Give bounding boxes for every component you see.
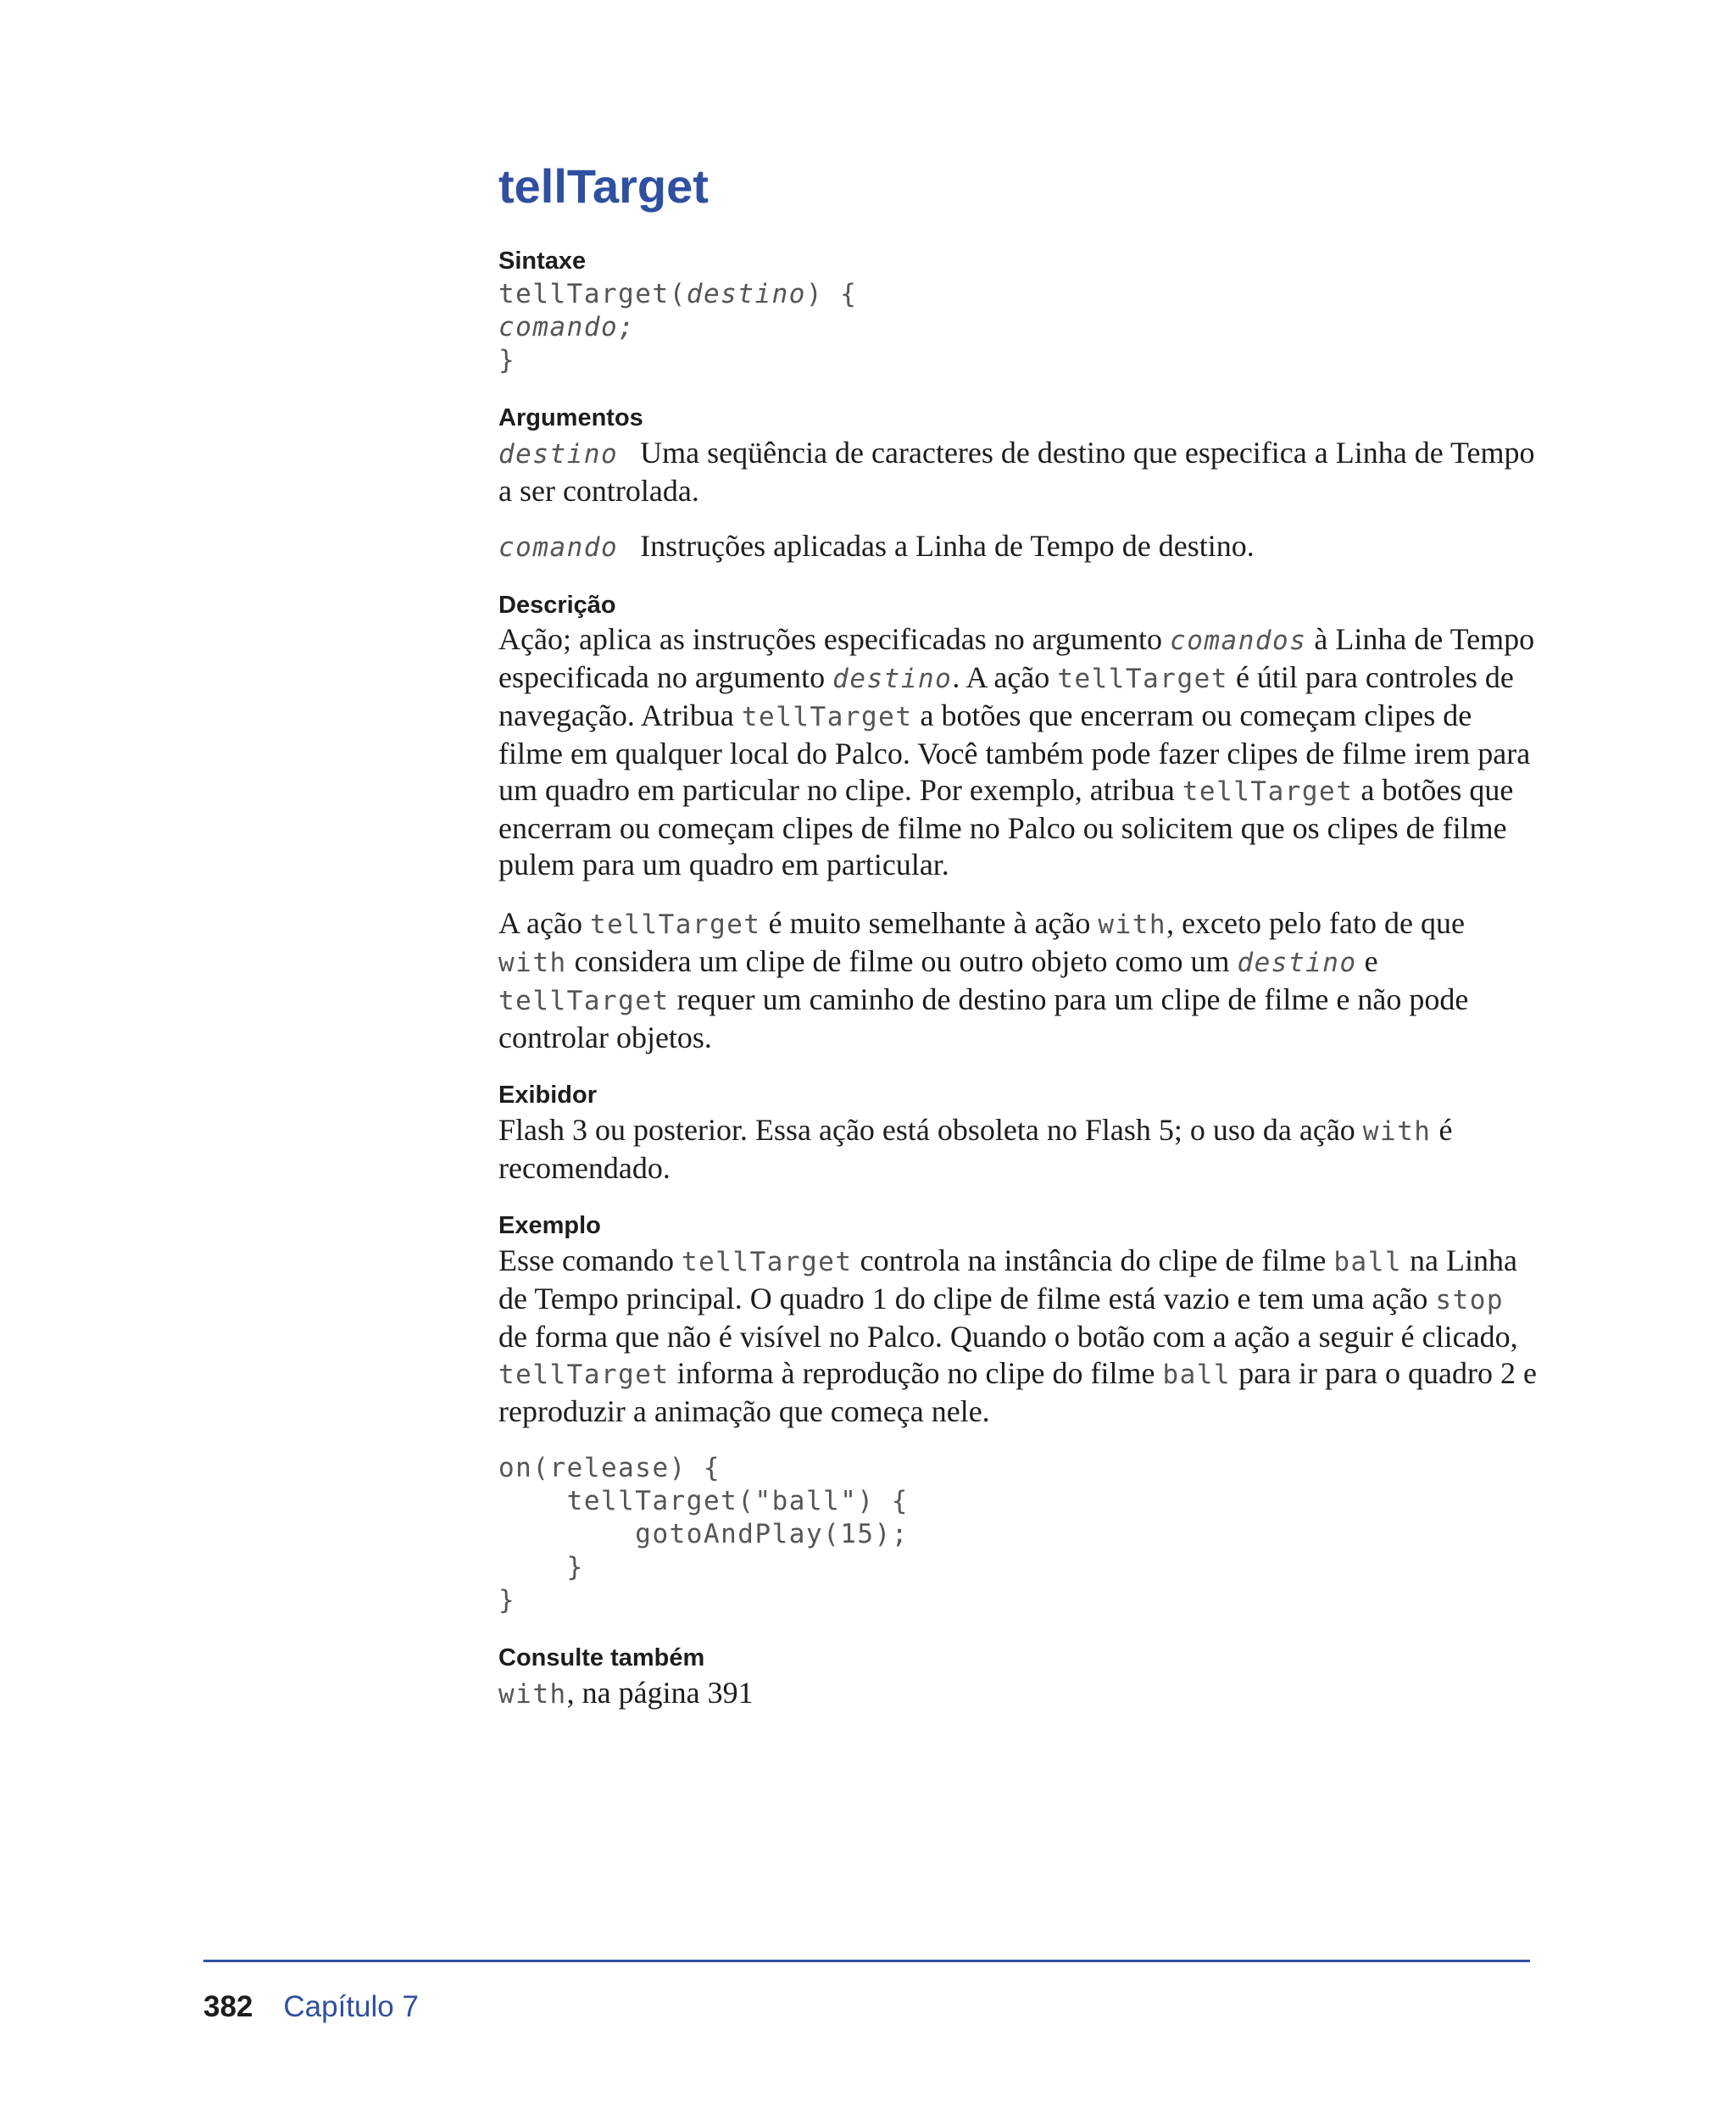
text-run: é recomendado. [498,1113,1453,1186]
code-term: ball [1333,1246,1403,1277]
code-term: with [498,948,567,979]
text-run: A ação [498,906,590,941]
description-paragraph [498,905,1537,1056]
text-run: informa à reprodução no clipe do filme [669,1355,1163,1390]
argument-term: comando [498,531,619,563]
argument-item [498,528,1537,566]
section-heading-sintaxe: Sintaxe [498,247,587,275]
section-heading-argumentos: Argumentos [498,404,643,432]
section-heading-exemplo: Exemplo [498,1212,601,1240]
code-term: tellTarget [589,909,761,941]
code-term: tellTarget [498,1359,670,1390]
text-run: , na página 391 [566,1675,754,1710]
argument-term: destino [498,438,619,470]
example-paragraph [498,1243,1537,1430]
page-number: 382 [203,1990,253,2023]
text-run: controla na instância do clipe de filme [852,1243,1334,1277]
code-term: tellTarget [1182,776,1354,808]
text-run: a botões que encerram ou começam clipes de filme no Palco ou solicitem que os clipes de filme pulem para um quadro em particular. [498,773,1514,882]
argument-description: Instruções aplicadas a Linha de Tempo de destino. [640,528,1255,563]
code-term: tellTarget [1057,664,1228,695]
code-line: on(release) { [498,1452,721,1483]
code-line: gotoAndPlay(15); [498,1518,909,1549]
syntax-code-text: tellTarget( [498,279,687,310]
text-run: requer um caminho de destino para um clipe de filme e não pode controlar objetos. [498,982,1469,1055]
code-term: tellTarget [681,1246,853,1277]
code-line: } [498,1584,516,1616]
code-term: destino [1237,948,1357,979]
text-run: Esse comando [498,1243,682,1277]
text-run: para ir para o quadro 2 e reproduzir a animação que começa nele. [498,1355,1537,1428]
text-run: de forma que não é visível no Palco. Quando o botão com a ação a seguir é clicado, [498,1319,1518,1354]
text-run: Ação; aplica as instruções especificadas no argumento [498,622,1171,657]
see-also-link[interactable]: with [498,1678,567,1710]
description-paragraph [498,621,1537,883]
code-term: stop [1435,1284,1505,1315]
section-heading-descricao: Descrição [498,591,616,619]
code-term: with [1362,1116,1432,1148]
text-run: e [1356,944,1378,979]
code-term: with [1098,909,1167,941]
chapter-label: Capítulo 7 [283,1990,419,2023]
syntax-code-text: ) { [805,279,858,310]
text-run: na Linha de Tempo principal. O quadro 1 do clipe de filme está vazio e tem uma ação [498,1243,1517,1315]
code-term: comandos [1170,626,1307,657]
code-term: ball [1162,1359,1232,1390]
text-run: Flash 3 ou posterior. Essa ação está obsoleta no Flash 5; o uso da ação [498,1113,1363,1148]
player-paragraph [498,1112,1537,1187]
text-run: a botões que encerram ou começam clipes de filme em qualquer local do Palco. Você também pode fazer clipes de filme irem para um quadro em particular no clipe. Por exemplo, atribua [498,698,1531,808]
argument-item [498,435,1537,509]
page-content [498,159,1537,1735]
text-run: é útil para controles de navegação. Atribua [498,660,1514,733]
see-also-paragraph [498,1675,1537,1713]
footer-divider [203,1960,1530,1962]
argument-description: Uma seqüência de caracteres de destino que especifica a Linha de Tempo a ser controlada. [498,435,1535,508]
text-run: . A ação [952,660,1058,695]
code-line: } [498,1551,584,1582]
syntax-close-brace: } [498,345,516,376]
section-heading-exibidor: Exibidor [498,1082,598,1110]
syntax-command: comando; [498,312,636,343]
syntax-code [498,278,1537,377]
text-run: considera um clipe de filme ou outro objeto como um [566,944,1238,979]
code-term: destino [832,664,953,695]
text-run: é muito semelhante à ação [760,906,1099,941]
example-code [498,1452,1537,1617]
code-term: tellTarget [498,986,670,1017]
syntax-param: destino [686,279,806,310]
section-heading-consulte: Consulte também [498,1643,705,1671]
code-term: tellTarget [741,702,913,733]
code-line: tellTarget("ball") { [498,1485,909,1516]
page-footer [203,1990,419,2024]
page-title: tellTarget [498,159,709,213]
text-run: à Linha de Tempo especificada no argumento [498,622,1535,695]
text-run: , exceto pelo fato de que [1166,906,1465,941]
